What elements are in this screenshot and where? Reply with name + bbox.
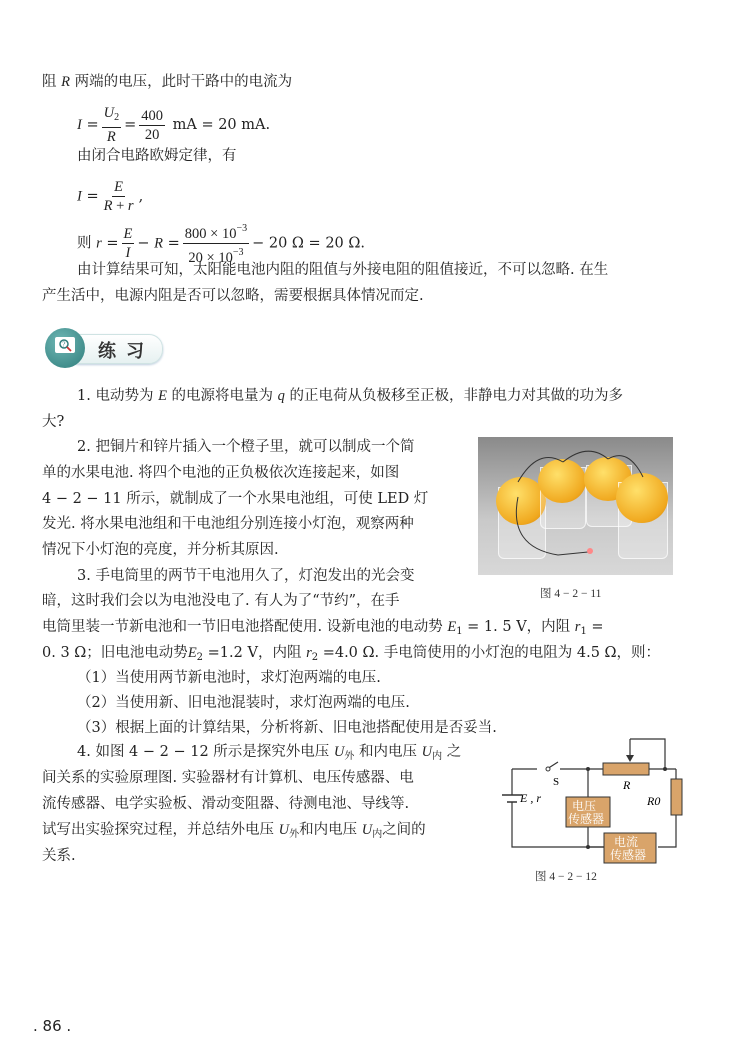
text-run: 800 × 10	[184, 226, 237, 242]
denominator	[143, 126, 162, 144]
text-run: 试写出实验探究过程，并总结外电压	[42, 822, 279, 838]
exercise-title: 练习	[98, 341, 154, 362]
fraction	[102, 178, 136, 215]
rheostat	[603, 763, 649, 775]
text-run: = 1. 5 V，内阻	[462, 619, 575, 635]
text-line	[42, 412, 64, 432]
circuit-diagram	[500, 735, 690, 865]
numerator	[183, 220, 249, 244]
math-variable: R	[103, 198, 113, 214]
text-run: 2. 把铜片和锌片插入一个橙子里，就可以制成一个简	[77, 439, 415, 455]
subscript: 2	[196, 652, 204, 663]
math-variable: r	[96, 235, 102, 252]
math-variable: I	[77, 188, 82, 205]
source-label: E , r	[520, 791, 541, 805]
text-run: 之	[442, 744, 462, 760]
text-line	[42, 463, 399, 483]
text-run: 0. 3 Ω；旧电池电动势	[42, 645, 188, 661]
text-run: =	[81, 188, 99, 205]
text-run: 暗，这时我们会以为电池没电了. 有人为了“节约”，在手	[42, 593, 400, 609]
fraction	[139, 107, 165, 144]
math-variable: U	[278, 822, 290, 838]
text-run: 单的水果电池. 将四个电池的正负极依次连接起来，如图	[42, 465, 400, 481]
exercise-icon	[45, 328, 85, 368]
text-run: =	[163, 235, 180, 252]
subscript: 2	[114, 112, 120, 123]
text-run: 4 − 2 − 11 所示，就制成了一个水果电池组，可使 LED 灯	[42, 491, 429, 507]
text-run: （3）根据上面的计算结果，分析将新、旧电池搭配使用是否妥当.	[77, 720, 497, 736]
text-run: 之间的	[382, 822, 426, 838]
text-line	[42, 794, 409, 814]
text-run: mA = 20 mA.	[168, 117, 271, 133]
math-variable: I	[125, 245, 131, 261]
text-line	[77, 566, 414, 586]
text-line	[77, 437, 414, 457]
math-variable: I	[77, 117, 82, 133]
text-line	[42, 540, 279, 560]
subscript: 1	[456, 626, 463, 637]
text-run: 1. 电动势为	[77, 388, 159, 404]
text-run: 流传感器、电学实验板、滑动变阻器、待测电池、导线等.	[42, 796, 410, 812]
led-icon	[587, 548, 593, 554]
math-variable: r	[127, 198, 134, 214]
text-run: +	[112, 198, 128, 214]
text-run: 关系.	[42, 848, 76, 864]
text-run: 发光. 将水果电池组和干电池组分别连接小灯泡，观察两种	[42, 516, 414, 532]
text-run: =1.2 V，内阻	[203, 645, 307, 661]
math-variable: E	[158, 388, 167, 404]
text-line	[77, 718, 497, 738]
text-line	[77, 178, 143, 215]
numerator	[102, 104, 121, 128]
math-variable: U	[103, 105, 115, 121]
text-run: 4. 如图 4 − 2 − 12 所示是探究外电压	[77, 744, 334, 760]
voltage-sensor-label: 传感器	[568, 812, 605, 826]
denominator	[102, 197, 136, 215]
text-line	[42, 286, 424, 306]
text-line	[42, 846, 76, 866]
fraction	[102, 104, 121, 146]
math-variable: q	[277, 388, 285, 404]
math-variable: E	[114, 179, 124, 195]
fruit-battery-photo	[478, 437, 673, 575]
text-line	[77, 386, 623, 406]
math-variable: E	[447, 619, 457, 635]
text-line	[77, 146, 237, 166]
text-line	[77, 742, 461, 767]
resistor-r0	[671, 779, 682, 815]
numerator	[139, 107, 165, 126]
text-run: 间关系的实验原理图. 实验器材有计算机、电压传感器、电	[42, 770, 414, 786]
fraction	[122, 225, 135, 262]
text-line	[42, 820, 426, 845]
text-run: ,	[138, 188, 144, 205]
text-line	[42, 591, 400, 611]
text-line	[42, 72, 292, 92]
text-line	[77, 668, 381, 688]
math-variable: R	[154, 235, 164, 252]
current-sensor-label: 电流	[614, 835, 639, 849]
text-line	[77, 693, 410, 713]
denominator	[105, 128, 118, 146]
text-run: − 20 Ω = 20 Ω.	[252, 235, 366, 252]
subscript: 2	[311, 652, 319, 663]
text-run: =	[124, 117, 137, 133]
text-run: 情况下小灯泡的亮度，并分析其原因.	[42, 542, 279, 558]
magnifier-icon	[55, 337, 75, 353]
text-run: 由闭合电路欧姆定律，有	[77, 148, 237, 164]
text-run: 和内电压	[299, 822, 362, 838]
text-run: 400	[141, 107, 163, 124]
text-run: =4.0 Ω. 手电筒使用的小灯泡的电阻为 4.5 Ω，则：	[318, 645, 661, 661]
wires	[478, 437, 673, 575]
figure-caption: 图 4 − 2 − 11	[540, 588, 602, 600]
subscript: 外	[344, 751, 355, 762]
text-run: −	[137, 235, 155, 252]
text-run: 和内电压	[354, 744, 422, 760]
rheostat-label: R	[623, 778, 631, 792]
numerator	[112, 178, 125, 197]
subscript: 内	[372, 829, 383, 840]
text-run: =	[101, 235, 119, 252]
text-line	[42, 643, 660, 668]
numerator	[122, 225, 135, 244]
text-run: （2）当使用新、旧电池混装时，求灯泡两端的电压.	[77, 695, 410, 711]
subscript: 1	[580, 626, 587, 637]
text-run: =	[586, 619, 604, 635]
math-variable: U	[421, 744, 433, 760]
subscript: 内	[432, 751, 443, 762]
r0-label: R0	[647, 794, 661, 808]
text-line	[77, 104, 270, 146]
text-run: 则	[77, 235, 97, 252]
math-variable: E	[187, 645, 197, 661]
figure-caption: 图 4 − 2 − 12	[535, 871, 597, 883]
text-run: 阻	[42, 74, 62, 90]
text-run: 3. 手电筒里的两节干电池用久了，灯泡发出的光会变	[77, 568, 415, 584]
text-run: 的电源将电量为	[166, 388, 278, 404]
math-variable: R	[61, 74, 70, 90]
text-line	[77, 260, 608, 280]
text-line	[42, 489, 428, 509]
text-line	[42, 768, 414, 788]
text-run: 的正电荷从负极移至正极，非静电力对其做的功为多	[284, 388, 623, 404]
text-run: 产生活中，电源内阻是否可以忽略，需要根据具体情况而定.	[42, 288, 424, 304]
text-run: 电筒里装一节新电池和一节旧电池搭配使用. 设新电池的电动势	[42, 619, 448, 635]
subscript: 外	[289, 829, 300, 840]
current-sensor-label: 传感器	[610, 848, 647, 862]
text-line	[42, 514, 414, 534]
math-variable: E	[123, 226, 133, 242]
text-run: 20	[144, 126, 160, 143]
math-variable: r	[574, 619, 581, 635]
text-run: =	[81, 117, 99, 133]
text-run: 两端的电压，此时干路中的电流为	[69, 74, 293, 90]
text-line	[42, 617, 604, 642]
math-variable: U	[361, 822, 373, 838]
text-run: 大?	[42, 414, 65, 430]
page-number: . 86 .	[33, 1017, 72, 1035]
superscript: −3	[236, 223, 248, 234]
text-run: 由计算结果可知，太阳能电池内阻的阻值与外接电阻的阻值接近，不可以忽略. 在生	[77, 262, 609, 278]
superscript: −3	[232, 247, 244, 258]
exercise-heading	[45, 328, 163, 368]
text-run: 20 × 10	[188, 250, 233, 266]
voltage-sensor-label: 电压	[572, 799, 597, 813]
math-variable: U	[333, 744, 345, 760]
switch-label: S	[553, 776, 560, 788]
text-run: （1）当使用两节新电池时，求灯泡两端的电压.	[77, 670, 381, 686]
svg-text:?: ?	[62, 341, 66, 349]
math-variable: r	[306, 645, 312, 661]
math-variable: R	[106, 129, 116, 145]
